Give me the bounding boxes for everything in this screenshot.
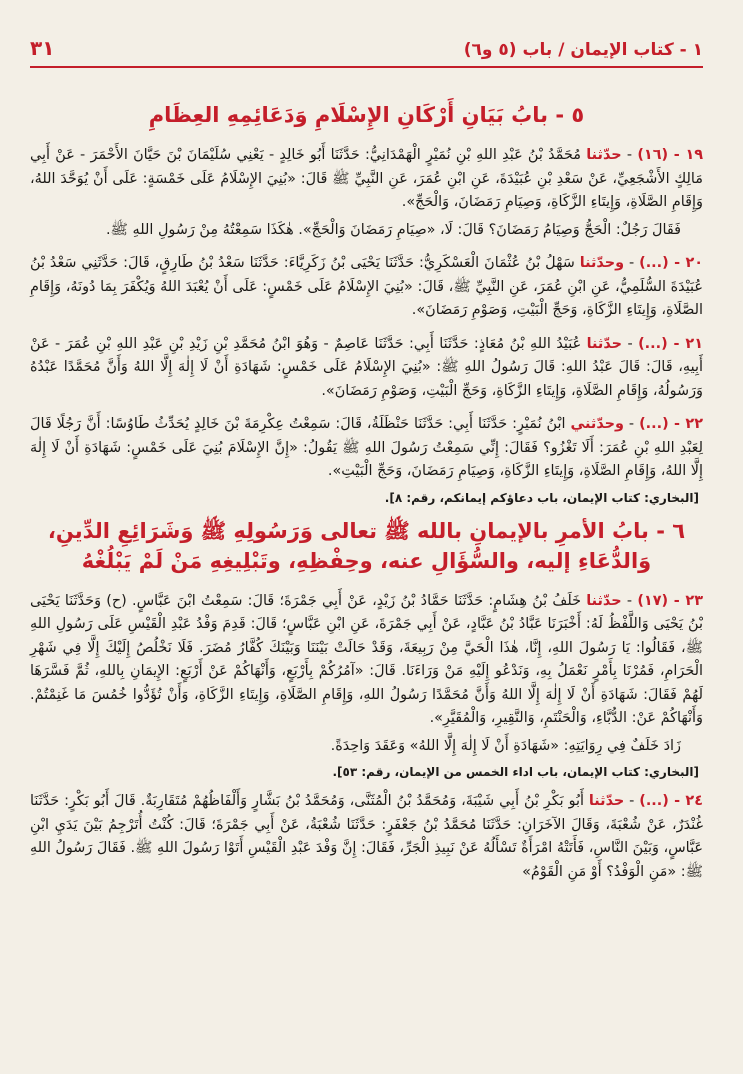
hadith-22: ٢٢ - (...) - وحدّثني ابْنُ نُمَيْرٍ: حَدَّثَنَا أَبِي: حَدَّثَنَا حَنْظَلَةُ، قَالَ: سَمِعْتُ عِكْرِمَةَ بْنَ خَالِدٍ يُحَدِّثُ طَاوُسًا: أَنَّ رَجُلًا قَالَ لِعَبْدِ اللهِ بْنِ عُمَرَ: أَلَا تَغْزُو؟ فَقَالَ: إِنِّي سَمِعْتُ رَسُولَ اللهِ ﷺ يَقُولُ: «إِنَّ الإِسْلَامَ بُنِيَ عَلَى خَمْسٍ: شَهَادَةِ أَنْ لَا إِلٰهَ إِلَّا اللهُ، وَإِقَامِ الصَّلَاةِ، وَإِيتَاءِ الزَّكَاةِ، وَصِيَامِ رَمَضَانَ، وَحَجِّ الْبَيْتِ». [30,416,703,479]
bukhari-reference: [البخاري: كتاب الإيمان، باب دعاؤكم إيمانكم، رقم: ٨]. [384,490,699,505]
hadith-opening: حدّثنا [588,793,625,809]
hadith-opening: حدّثنا [586,592,622,609]
running-header [30,36,703,68]
hadith-number: ٢٤ - (...) [639,793,703,809]
hadith-text: سَهْلُ بْنُ عُثْمَانَ الْعَسْكَرِيُّ: حَدَّثَنَا يَحْيَى بْنُ زَكَرِيَّاءَ: حَدَّثَنَا سَعْدُ بْنُ طَارِقٍ، قَالَ: حَدَّثَنِي سَعْدُ بْنُ عُبَيْدَةَ السُّلَمِيُّ، عَنِ ابْنِ عُمَرَ، عَنِ النَّبِيِّ ﷺ، قَالَ: «بُنِيَ الإِسْلَامُ عَلَى خَمْسٍ: عَلَى أَنْ يُعْبَدَ اللهُ وَيُكْفَرَ بِمَا دُونَهُ، وَإِقَامِ الصَّلَاةِ، وَإِيتَاءِ الزَّكَاةِ، وَحَجِّ الْبَيْتِ، وَصَوْمِ رَمَضَانَ». [30,255,703,318]
chapter-title: ٦ - بابُ الأمرِ بالإيمانِ بالله ﷺ تعالى وَرَسُولِهِ ﷺ وَشَرَائِعِ الدِّينِ، وَالدُّعَاءِ إليه، والسُّؤَالِ عنه، وحِفْظِهِ، وتَبْلِيغِهِ مَنْ لَمْ يَبْلُغْهُ [47,518,686,573]
bukhari-reference: [البخاري: كتاب الإيمان، باب اداء الخمس من الإيمان، رقم: ٥٣]. [332,765,699,779]
hadith-19: ١٩ - (١٦) - حدّثنا مُحَمَّدُ بْنُ عَبْدِ اللهِ بْنِ نُمَيْرٍ الْهَمْدَانِيُّ: حَدَّثَنَا أَبُو خَالِدٍ - يَعْنِي سُلَيْمَانَ بْنَ حَيَّانَ الأَحْمَرَ - عَنْ أَبِي مَالِكٍ الأَشْجَعِيِّ، عَنْ سَعْدِ بْنِ عُبَيْدَةَ، عَنِ ابْنِ عُمَرَ، عَنِ النَّبِيِّ ﷺ قَالَ: «بُنِيَ الإِسْلَامُ عَلَى خَمْسَةٍ: عَلَى أَنْ يُوَحَّدَ اللهُ، وَإِقَامِ الصَّلَاةِ، وَإِيتَاءِ الزَّكَاةِ، وَصِيَامِ رَمَضَانَ، وَالْحَجِّ». [30,147,704,210]
hadith-number: ١٩ - (١٦) [637,147,704,163]
hadith-number: ٢٠ - (...) [639,255,704,271]
hadith-text: أَبُو بَكْرِ بْنُ أَبِي شَيْبَةَ، وَمُحَمَّدُ بْنُ الْمُثَنَّى، وَمُحَمَّدُ بْنُ بَشَّارٍ وَأَلْفَاظُهُمْ مُتَقَارِبَةٌ. قَالَ أَبُو بَكْرٍ: حَدَّثَنَا غُنْدَرٌ، عَنْ شُعْبَةَ، وَقَالَ الآخَرَانِ: حَدَّثَنَا مُحَمَّدُ بْنُ جَعْفَرٍ: حَدَّثَنَا شُعْبَةُ، عَنْ أَبِي جَمْرَةَ؛ قَالَ: كُنْتُ أُتَرْجِمُ بَيْنَ يَدَيِ ابْنِ عَبَّاسٍ، وَبَيْنَ النَّاسِ، فَأَتَتْهُ امْرَأَةٌ تَسْأَلُهُ عَنْ نَبِيذِ الْجَرِّ، فَقَالَ: إِنَّ وَفْدَ عَبْدِ الْقَيْسِ أَتَوْا رَسُولَ اللهِ ﷺ. فَقَالَ رَسُولُ اللهِ ﷺ: «مَنِ الْوَفْدُ؟ أَوْ مَنِ الْقَوْمُ» [29,793,703,880]
hadith-number: ٢١ - (...) [638,335,703,352]
hadith-number: ٢٢ - (...) [639,416,703,432]
hadith-opening: وحدّثنا [579,255,625,271]
hadith-text: عُبَيْدُ اللهِ بْنُ مُعَاذٍ: حَدَّثَنَا أَبِي: حَدَّثَنَا عَاصِمٌ - وَهُوَ ابْنُ مُحَمَّدِ بْنِ زَيْدِ بْنِ عَبْدِ اللهِ بْنِ عُمَرَ - عَنْ أَبِيهِ، قَالَ: قَالَ عَبْدُ اللهِ: قَالَ رَسُولُ اللهِ ﷺ: «بُنِيَ الإِسْلَامُ عَلَى خَمْسٍ: شَهَادَةِ أَنْ لَا إِلٰهَ إِلَّا اللهُ وَأَنَّ مُحَمَّدًا عَبْدُهُ وَرَسُولُهُ، وَإِقَامِ الصَّلَاةِ، وَإِيتَاءِ الزَّكَاةِ، وَحَجِّ الْبَيْتِ، وَصَوْمِ رَمَضَانَ». [30,335,703,399]
hadith-continuation: فَقَالَ رَجُلٌ: الْحَجُّ وَصِيَامُ رَمَضَانَ؟ قَالَ: لَا، «صِيَامِ رَمَضَانَ وَالْحَجِّ». هٰكَذَا سَمِعْتُهُ مِنْ رَسُولِ اللهِ ﷺ. [105,221,681,238]
hadith-24: ٢٤ - (...) - حدّثنا أَبُو بَكْرِ بْنُ أَبِي شَيْبَةَ، وَمُحَمَّدُ بْنُ الْمُثَنَّى، وَمُحَمَّدُ بْنُ بَشَّارٍ وَأَلْفَاظُهُمْ مُتَقَارِبَةٌ. قَالَ أَبُو بَكْرٍ: حَدَّثَنَا غُنْدَرٌ، عَنْ شُعْبَةَ، وَقَالَ الآخَرَانِ: حَدَّثَنَا مُحَمَّدُ بْنُ جَعْفَرٍ: حَدَّثَنَا شُعْبَةُ، عَنْ أَبِي جَمْرَةَ؛ قَالَ: كُنْتُ أُتَرْجِمُ بَيْنَ يَدَيِ ابْنِ عَبَّاسٍ، وَبَيْنَ النَّاسِ، فَأَتَتْهُ امْرَأَةٌ تَسْأَلُهُ عَنْ نَبِيذِ الْجَرِّ، فَقَالَ: إِنَّ وَفْدَ عَبْدِ الْقَيْسِ أَتَوْا رَسُولَ اللهِ ﷺ. فَقَالَ رَسُولُ اللهِ ﷺ: «مَنِ الْوَفْدُ؟ أَوْ مَنِ الْقَوْمُ» [29,793,703,880]
hadith-21: ٢١ - (...) - حدّثنا عُبَيْدُ اللهِ بْنُ مُعَاذٍ: حَدَّثَنَا أَبِي: حَدَّثَنَا عَاصِمٌ - وَهُوَ ابْنُ مُحَمَّدِ بْنِ زَيْدِ بْنِ عَبْدِ اللهِ بْنِ عُمَرَ - عَنْ أَبِيهِ، قَالَ: قَالَ عَبْدُ اللهِ: قَالَ رَسُولُ اللهِ ﷺ: «بُنِيَ الإِسْلَامُ عَلَى خَمْسٍ: شَهَادَةِ أَنْ لَا إِلٰهَ إِلَّا اللهُ وَأَنَّ مُحَمَّدًا عَبْدُهُ وَرَسُولُهُ، وَإِقَامِ الصَّلَاةِ، وَإِيتَاءِ الزَّكَاةِ، وَحَجِّ الْبَيْتِ، وَصَوْمِ رَمَضَانَ». [30,335,703,399]
hadith-opening: حدّثنا [586,147,622,163]
hadith-continuation: زَادَ خَلَفٌ فِي رِوَايَتِهِ: «شَهَادَةِ أَنْ لَا إِلٰهَ إِلَّا اللهُ» وَعَقَدَ وَاحِدَةً. [330,737,681,754]
hadith-text: مُحَمَّدُ بْنُ عَبْدِ اللهِ بْنِ نُمَيْرٍ الْهَمْدَانِيُّ: حَدَّثَنَا أَبُو خَالِدٍ - يَعْنِي سُلَيْمَانَ بْنَ حَيَّانَ الأَحْمَرَ - عَنْ أَبِي مَالِكٍ الأَشْجَعِيِّ، عَنْ سَعْدِ بْنِ عُبَيْدَةَ، عَنِ ابْنِ عُمَرَ، عَنِ النَّبِيِّ ﷺ قَالَ: «بُنِيَ الإِسْلَامُ عَلَى خَمْسَةٍ: عَلَى أَنْ يُوَحَّدَ اللهُ، وَإِقَامِ الصَّلَاةِ، وَإِيتَاءِ الزَّكَاةِ، وَصِيَامِ رَمَضَانَ، وَالْحَجِّ». [30,147,703,210]
hadith-20: ٢٠ - (...) - وحدّثنا سَهْلُ بْنُ عُثْمَانَ الْعَسْكَرِيُّ: حَدَّثَنَا يَحْيَى بْنُ زَكَرِيَّاءَ: حَدَّثَنَا سَعْدُ بْنُ طَارِقٍ، قَالَ: حَدَّثَنِي سَعْدُ بْنُ عُبَيْدَةَ السُّلَمِيُّ، عَنِ ابْنِ عُمَرَ، عَنِ النَّبِيِّ ﷺ، قَالَ: «بُنِيَ الإِسْلَامُ عَلَى خَمْسٍ: عَلَى أَنْ يُعْبَدَ اللهُ وَيُكْفَرَ بِمَا دُونَهُ، وَإِقَامِ الصَّلَاةِ، وَإِيتَاءِ الزَّكَاةِ، وَحَجِّ الْبَيْتِ، وَصَوْمِ رَمَضَانَ». [30,255,704,318]
page-content [30,92,703,888]
chapter-title: ٥ - بابُ بَيَانِ أَرْكَانِ الإِسْلَامِ وَدَعَائِمِهِ العِظَامِ [148,103,585,127]
hadith-text: خَلَفُ بْنُ هِشَامٍ: حَدَّثَنَا حَمَّادُ بْنُ زَيْدٍ، عَنْ أَبِي جَمْرَةَ؛ قَالَ: سَمِعْتُ ابْنَ عَبَّاسٍ. (ح) وَحَدَّثَنَا يَحْيَى بْنُ يَحْيَى وَاللَّفْظُ لَهُ: أَخْبَرَنَا عَبَّادُ بْنُ عَبَّادٍ، عَنْ أَبِي جَمْرَةَ، عَنِ ابْنِ عَبَّاسٍ؛ قَالَ: قَدِمَ وَفْدُ عَبْدِ الْقَيْسِ عَلَى رَسُولِ اللهِ ﷺ، فَقَالُوا: يَا رَسُولَ اللهِ، إِنَّا، هٰذَا الْحَيَّ مِنْ رَبِيعَةَ، وَقَدْ حَالَتْ بَيْنَنَا وَبَيْنَكَ كُفَّارُ مُضَرَ. فَلَا نَخْلُصُ إِلَيْكَ إِلَّا فِي شَهْرِ الْحَرَامِ، فَمُرْنَا بِأَمْرٍ نَعْمَلُ بِهِ، وَنَدْعُو إِلَيْهِ مَنْ وَرَاءَنَا. قَالَ: «آمُرُكُمْ بِأَرْبَعٍ، وَأَنْهَاكُمْ عَنْ أَرْبَعٍ: الإِيمَانِ بِاللهِ، ثُمَّ فَسَّرَهَا لَهُمْ فَقَالَ: شَهَادَةِ أَنْ لَا إِلٰهَ إِلَّا اللهُ وَأَنَّ مُحَمَّدًا رَسُولُ اللهِ، وَإِقَامِ الصَّلَاةِ، وَإِيتَاءِ الزَّكَاةِ، وَأَنْ تُؤَدُّوا خُمُسَ مَا غَنِمْتُمْ. وَأَنْهَاكُمْ عَنْ: الدُّبَّاءِ، وَالْحَنْتَمِ، وَالنَّقِيرِ، وَالْمُقَيَّرِ». [30,592,703,726]
hadith-23: ٢٣ - (١٧) - حدّثنا خَلَفُ بْنُ هِشَامٍ: حَدَّثَنَا حَمَّادُ بْنُ زَيْدٍ، عَنْ أَبِي جَمْرَةَ؛ قَالَ: سَمِعْتُ ابْنَ عَبَّاسٍ. (ح) وَحَدَّثَنَا يَحْيَى بْنُ يَحْيَى وَاللَّفْظُ لَهُ: أَخْبَرَنَا عَبَّادُ بْنُ عَبَّادٍ، عَنْ أَبِي جَمْرَةَ، عَنِ ابْنِ عَبَّاسٍ؛ قَالَ: قَدِمَ وَفْدُ عَبْدِ الْقَيْسِ عَلَى رَسُولِ اللهِ ﷺ، فَقَالُوا: يَا رَسُولَ اللهِ، إِنَّا، هٰذَا الْحَيَّ مِنْ رَبِيعَةَ، وَقَدْ حَالَتْ بَيْنَنَا وَبَيْنَكَ كُفَّارُ مُضَرَ. فَلَا نَخْلُصُ إِلَيْكَ إِلَّا فِي شَهْرِ الْحَرَامِ، فَمُرْنَا بِأَمْرٍ نَعْمَلُ بِهِ، وَنَدْعُو إِلَيْهِ مَنْ وَرَاءَنَا. قَالَ: «آمُرُكُمْ بِأَرْبَعٍ، وَأَنْهَاكُمْ عَنْ أَرْبَعٍ: الإِيمَانِ بِاللهِ، ثُمَّ فَسَّرَهَا لَهُمْ فَقَالَ: شَهَادَةِ أَنْ لَا إِلٰهَ إِلَّا اللهُ وَأَنَّ مُحَمَّدًا رَسُولُ اللهِ، وَإِقَامِ الصَّلَاةِ، وَإِيتَاءِ الزَّكَاةِ، وَأَنْ تُؤَدُّوا خُمُسَ مَا غَنِمْتُمْ. وَأَنْهَاكُمْ عَنْ: الدُّبَّاءِ، وَالْحَنْتَمِ، وَالنَّقِيرِ، وَالْمُقَيَّرِ». [30,592,703,726]
hadith-opening: وحدّثني [570,416,624,432]
hadith-text: ابْنُ نُمَيْرٍ: حَدَّثَنَا أَبِي: حَدَّثَنَا حَنْظَلَةُ، قَالَ: سَمِعْتُ عِكْرِمَةَ بْنَ خَالِدٍ يُحَدِّثُ طَاوُسًا: أَنَّ رَجُلًا قَالَ لِعَبْدِ اللهِ بْنِ عُمَرَ: أَلَا تَغْزُو؟ فَقَالَ: إِنِّي سَمِعْتُ رَسُولَ اللهِ ﷺ يَقُولُ: «إِنَّ الإِسْلَامَ بُنِيَ عَلَى خَمْسٍ: شَهَادَةِ أَنْ لَا إِلٰهَ إِلَّا اللهُ، وَإِقَامِ الصَّلَاةِ، وَإِيتَاءِ الزَّكَاةِ، وَصِيَامِ رَمَضَانَ، وَحَجِّ الْبَيْتِ». [30,416,703,479]
header-title: ١ - كتاب الإيمان / باب (٥ و٦) [463,40,703,60]
page-number: ٣١ [30,36,55,60]
hadith-opening: حدّثنا [586,335,623,352]
hadith-number: ٢٣ - (١٧) [637,592,703,609]
